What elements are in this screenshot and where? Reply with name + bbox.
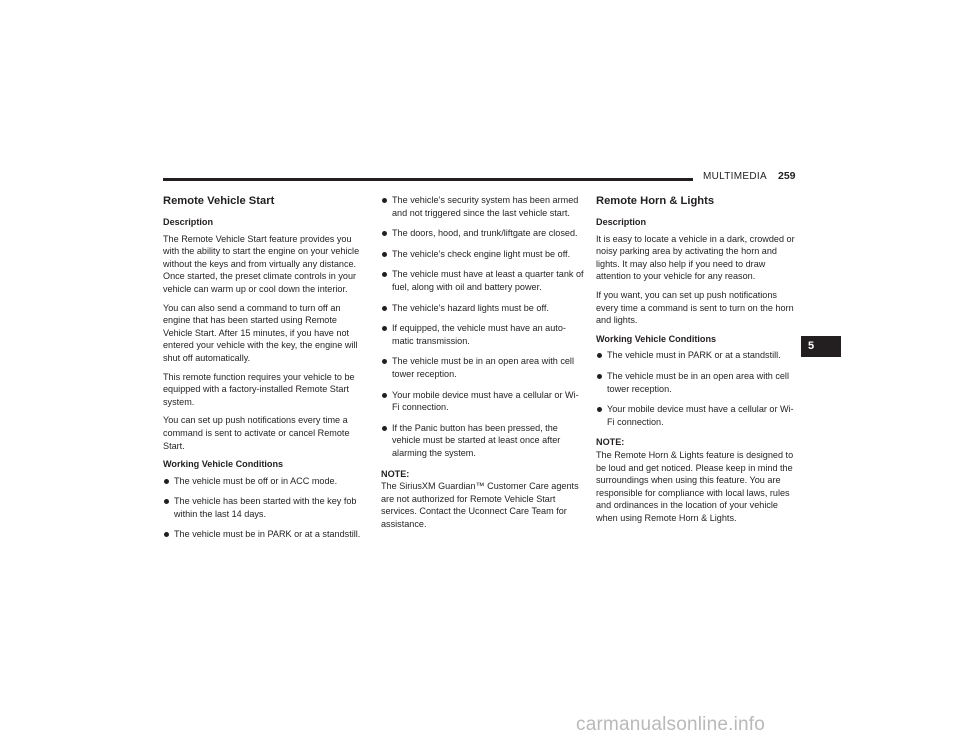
paragraph: It is easy to locate a vehicle in a dark, crowded or noisy parking area by activating the horn and lights. It may also help if you need to draw attention to your vehicle for any reason. [596, 233, 795, 282]
list-item: The vehicle must be off or in ACC mode. [163, 475, 368, 488]
column-1 [163, 194, 368, 549]
list-item: The vehicle has been started with the key fob within the last 14 days. [163, 495, 368, 520]
paragraph: You can set up push notifications every time a command is sent to activate or cancel Remote Start. [163, 415, 350, 451]
note-text: The SiriusXM Guardian™ Customer Care agents are not authorized for Remote Vehicle Start services. Contact the Uconnect Care Team for assistance. [381, 481, 579, 529]
list-item: The vehicle’s security system has been armed and not triggered since the last vehicle start. [381, 194, 586, 219]
note-label: NOTE: [596, 437, 625, 448]
conditions-list [596, 349, 801, 428]
remote-start-heading: Remote Vehicle Start [163, 195, 275, 207]
paragraph: This remote function requires your vehicle to be equipped with a factory-installed Remote Start system. [163, 371, 355, 407]
chapter-tab: 5 [801, 336, 841, 357]
watermark: carmanualsonline.info [576, 714, 766, 735]
description-label: Description [596, 217, 647, 227]
description-label: Description [163, 217, 214, 227]
list-item: The vehicle must in PARK or at a standstill. [596, 349, 801, 362]
section-title: MULTIMEDIA [703, 171, 767, 182]
horn-lights-heading: Remote Horn & Lights [596, 195, 715, 207]
header-rule [163, 178, 693, 181]
note-label: NOTE: [381, 468, 410, 479]
list-item: If the Panic button has been pressed, the vehicle must be started at least once after alarming the system. [381, 422, 586, 460]
list-item: If equipped, the vehicle must have an auto-matic transmission. [381, 322, 586, 347]
list-item: The vehicle’s hazard lights must be off. [381, 302, 586, 315]
list-item: The vehicle must have at least a quarter tank of fuel, along with oil and battery power. [381, 268, 586, 293]
list-item: The doors, hood, and trunk/liftgate are closed. [381, 227, 586, 240]
list-item: Your mobile device must have a cellular or Wi-Fi connection. [381, 389, 586, 414]
paragraph: If you want, you can set up push notifications every time a command is sent to turn on the horn and lights. [596, 289, 794, 326]
page-number: 259 [778, 170, 796, 182]
conditions-list [163, 475, 368, 541]
column-2 [381, 194, 586, 536]
paragraph: The Remote Vehicle Start feature provides you with the ability to start the engine on your vehicle without the keys and from virtually any distance. Once started, the preset climate controls in your vehicle can warm up or cool down the interior. [163, 233, 360, 294]
column-3 [596, 194, 801, 530]
list-item: The vehicle must be in an open area with cell tower reception. [381, 355, 586, 380]
list-item: The vehicle must be in PARK or at a standstill. [163, 528, 368, 541]
paragraph: You can also send a command to turn off an engine that has been started using Remote Vehicle Start. After 15 minutes, if you have not entered your vehicle with the key, the engine will shut off automatically. [163, 302, 358, 363]
conditions-label: Working Vehicle Conditions [596, 333, 717, 344]
conditions-label: Working Vehicle Conditions [163, 459, 284, 470]
note-text: The Remote Horn & Lights feature is designed to be loud and get noticed. Please keep in mind the surroundings when using this feature. You are responsible for compliance with local laws, rules and ordinances in the location of your vehicle when using Remote Horn & Lights. [596, 449, 794, 523]
list-item: The vehicle must be in an open area with cell tower reception. [596, 370, 801, 395]
list-item: The vehicle’s check engine light must be off. [381, 248, 586, 261]
conditions-list-continued [381, 194, 586, 460]
list-item: Your mobile device must have a cellular or Wi-Fi connection. [596, 403, 801, 428]
